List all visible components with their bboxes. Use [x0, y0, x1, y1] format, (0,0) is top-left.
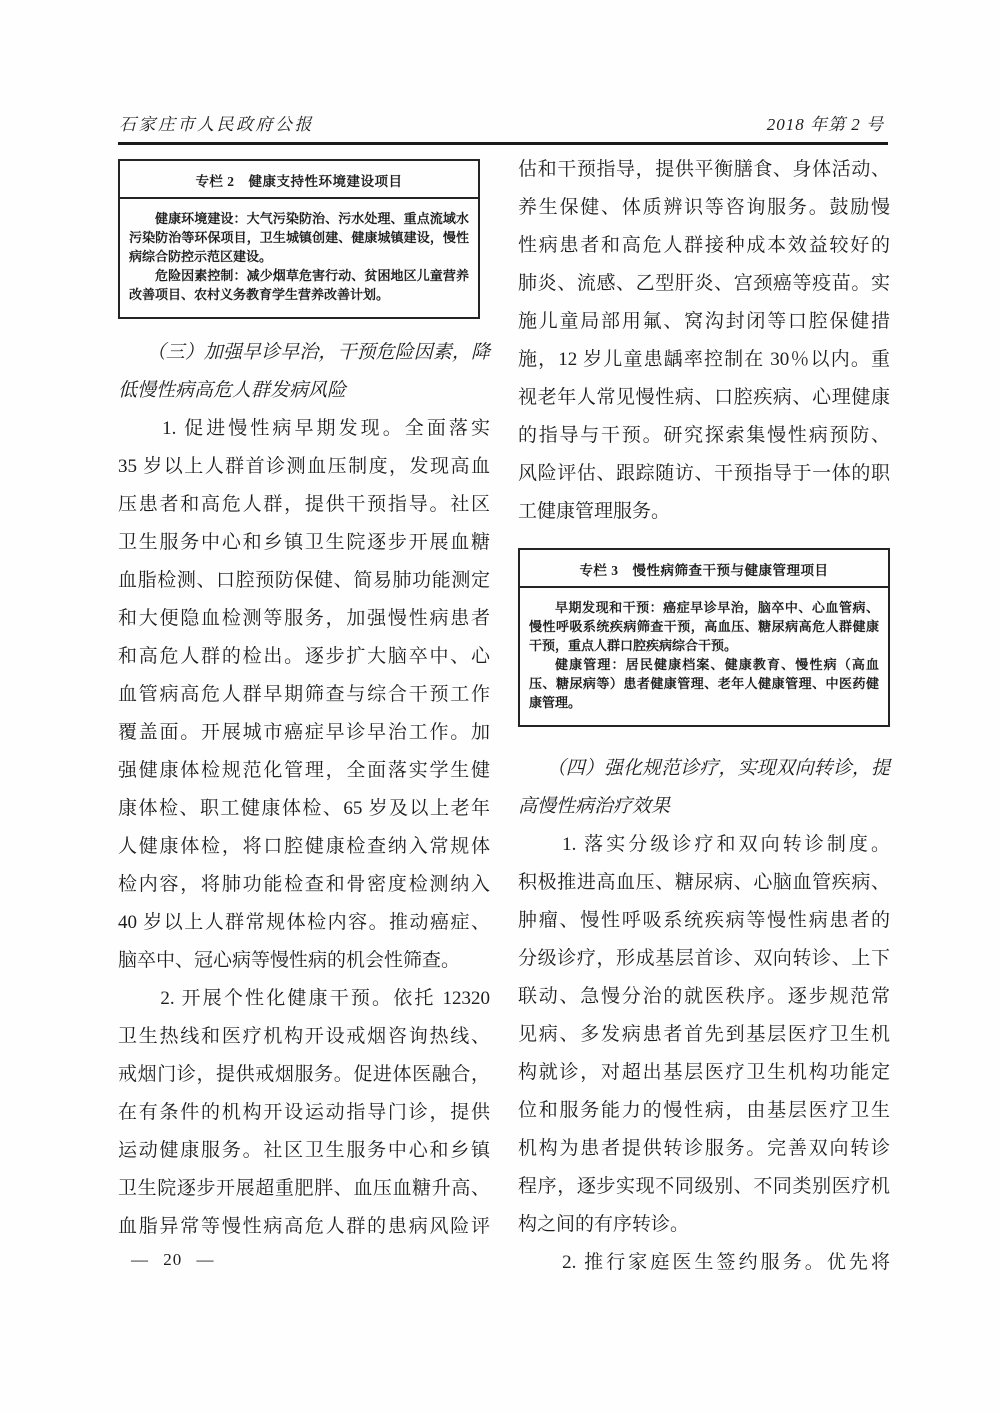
section-heading-line: （三）加强早诊早治，干预危险因素，降 — [118, 342, 490, 363]
body-text — [518, 151, 890, 531]
text-line: 血脂检测、口腔预防保健、简易肺功能测定 — [118, 570, 490, 591]
text-line: 联动、急慢分治的就医秩序。逐步规范常 — [518, 986, 890, 1007]
text-line: 养生保健、体质辨识等咨询服务。鼓励慢 — [518, 197, 890, 218]
text-line: 戒烟门诊，提供戒烟服务。促进体医融合， — [118, 1064, 490, 1085]
body-text — [118, 410, 490, 1246]
callout-box-3-body — [520, 588, 888, 725]
callout-box-2-title: 专栏 2 健康支持性环境建设项目 — [120, 161, 478, 199]
text-line: 和高危人群的检出。逐步扩大脑卒中、心 — [118, 646, 490, 667]
text-line: 覆盖面。开展城市癌症早诊早治工作。加 — [118, 722, 490, 743]
text-line: 和大便隐血检测等服务，加强慢性病患者 — [118, 608, 490, 629]
section-heading-line: 高慢性病治疗效果 — [518, 796, 671, 817]
box-paragraph: 早期发现和干预：癌症早诊早治，脑卒中、心血管病、慢性呼吸系统疾病筛查干预，高血压、糖尿病高危人群健康干预，重点人群口腔疾病综合干预。 — [529, 600, 879, 653]
callout-box-2-body — [120, 199, 478, 317]
text-line: 康体检、职工健康体检、65 岁及以上老年 — [118, 798, 490, 819]
body-text — [518, 826, 890, 1282]
text-line: 2. 开展个性化健康干预。依托 12320 — [118, 988, 490, 1009]
text-line: 位和服务能力的慢性病，由基层医疗卫生 — [518, 1100, 890, 1121]
text-line: 构就诊，对超出基层医疗卫生机构功能定 — [518, 1062, 890, 1083]
text-line: 卫生热线和医疗机构开设戒烟咨询热线、 — [118, 1026, 490, 1047]
text-line: 血脂异常等慢性病高危人群的患病风险评 — [118, 1216, 490, 1237]
text-line: 分级诊疗，形成基层首诊、双向转诊、上下 — [518, 948, 890, 969]
text-line: 强健康体检规范化管理，全面落实学生健 — [118, 760, 490, 781]
text-line: 35 岁以上人群首诊测血压制度，发现高血 — [118, 456, 490, 477]
page-number: — 20 — — [131, 1250, 215, 1269]
text-line: 肺炎、流感、乙型肝炎、宫颈癌等疫苗。实 — [518, 273, 890, 294]
text-line: 2. 推行家庭医生签约服务。优先将 — [518, 1252, 890, 1273]
text-line: 40 岁以上人群常规体检内容。推动癌症、 — [118, 912, 490, 933]
box-paragraph: 危险因素控制：减少烟草危害行动、贫困地区儿童营养改善项目、农村义务教育学生营养改善计划。 — [129, 268, 469, 302]
text-line: 1. 促进慢性病早期发现。全面落实 — [118, 418, 490, 439]
text-line: 肿瘤、慢性呼吸系统疾病等慢性病患者的 — [518, 910, 890, 931]
text-line: 脑卒中、冠心病等慢性病的机会性筛查。 — [118, 950, 461, 971]
text-line: 施，12 岁儿童患龋率控制在 30％以内。重 — [518, 349, 890, 370]
issue-number: 2018 年第 2 号 — [766, 115, 884, 134]
page-header — [0, 0, 1000, 135]
text-line: 构之间的有序转诊。 — [518, 1214, 690, 1235]
section-heading-line: （四）强化规范诊疗，实现双向转诊，提 — [518, 758, 890, 779]
text-line: 的指导与干预。研究探索集慢性病预防、 — [518, 425, 890, 446]
text-line: 在有条件的机构开设运动指导门诊，提供 — [118, 1102, 490, 1123]
text-line: 工健康管理服务。 — [518, 501, 671, 522]
text-line: 风险评估、跟踪随访、干预指导于一体的职 — [518, 463, 890, 484]
text-line: 压患者和高危人群，提供干预指导。社区 — [118, 494, 490, 515]
text-line: 见病、多发病患者首先到基层医疗卫生机 — [518, 1024, 890, 1045]
text-line: 性病患者和高危人群接种成本效益较好的 — [518, 235, 890, 256]
section-heading-line: 低慢性病高危人群发病风险 — [118, 380, 347, 401]
callout-box-3-title: 专栏 3 慢性病筛查干预与健康管理项目 — [520, 550, 888, 588]
right-column — [518, 145, 890, 1282]
text-line: 程序，逐步实现不同级别、不同类别医疗机 — [518, 1176, 890, 1197]
callout-box-3 — [518, 548, 890, 727]
page-body — [118, 145, 890, 1282]
section-heading — [118, 334, 490, 410]
text-line: 施儿童局部用氟、窝沟封闭等口腔保健措 — [518, 311, 890, 332]
box-paragraph: 健康环境建设：大气污染防治、污水处理、重点流域水污染防治等环保项目，卫生城镇创建、健康城镇建设，慢性病综合防控示范区建设。 — [129, 211, 469, 264]
text-line: 血管病高危人群早期筛查与综合干预工作 — [118, 684, 490, 705]
text-line: 估和干预指导，提供平衡膳食、身体活动、 — [518, 159, 890, 180]
section-heading — [518, 750, 890, 826]
publication-title: 石家庄市人民政府公报 — [119, 115, 314, 134]
text-line: 人健康体检，将口腔健康检查纳入常规体 — [118, 836, 490, 857]
text-line: 卫生院逐步开展超重肥胖、血压血糖升高、 — [118, 1178, 490, 1199]
text-line: 卫生服务中心和乡镇卫生院逐步开展血糖 — [118, 532, 490, 553]
text-line: 视老年人常见慢性病、口腔疾病、心理健康 — [518, 387, 890, 408]
left-column — [118, 145, 490, 1282]
text-line: 机构为患者提供转诊服务。完善双向转诊 — [518, 1138, 890, 1159]
text-line: 检内容，将肺功能检查和骨密度检测纳入 — [118, 874, 490, 895]
text-line: 1. 落实分级诊疗和双向转诊制度。 — [518, 834, 890, 855]
text-line: 积极推进高血压、糖尿病、心脑血管疾病、 — [518, 872, 890, 893]
callout-box-2 — [118, 159, 480, 319]
text-line: 运动健康服务。社区卫生服务中心和乡镇 — [118, 1140, 490, 1161]
box-paragraph: 健康管理：居民健康档案、健康教育、慢性病（高血压、糖尿病等）患者健康管理、老年人健康管理、中医药健康管理。 — [529, 657, 879, 710]
